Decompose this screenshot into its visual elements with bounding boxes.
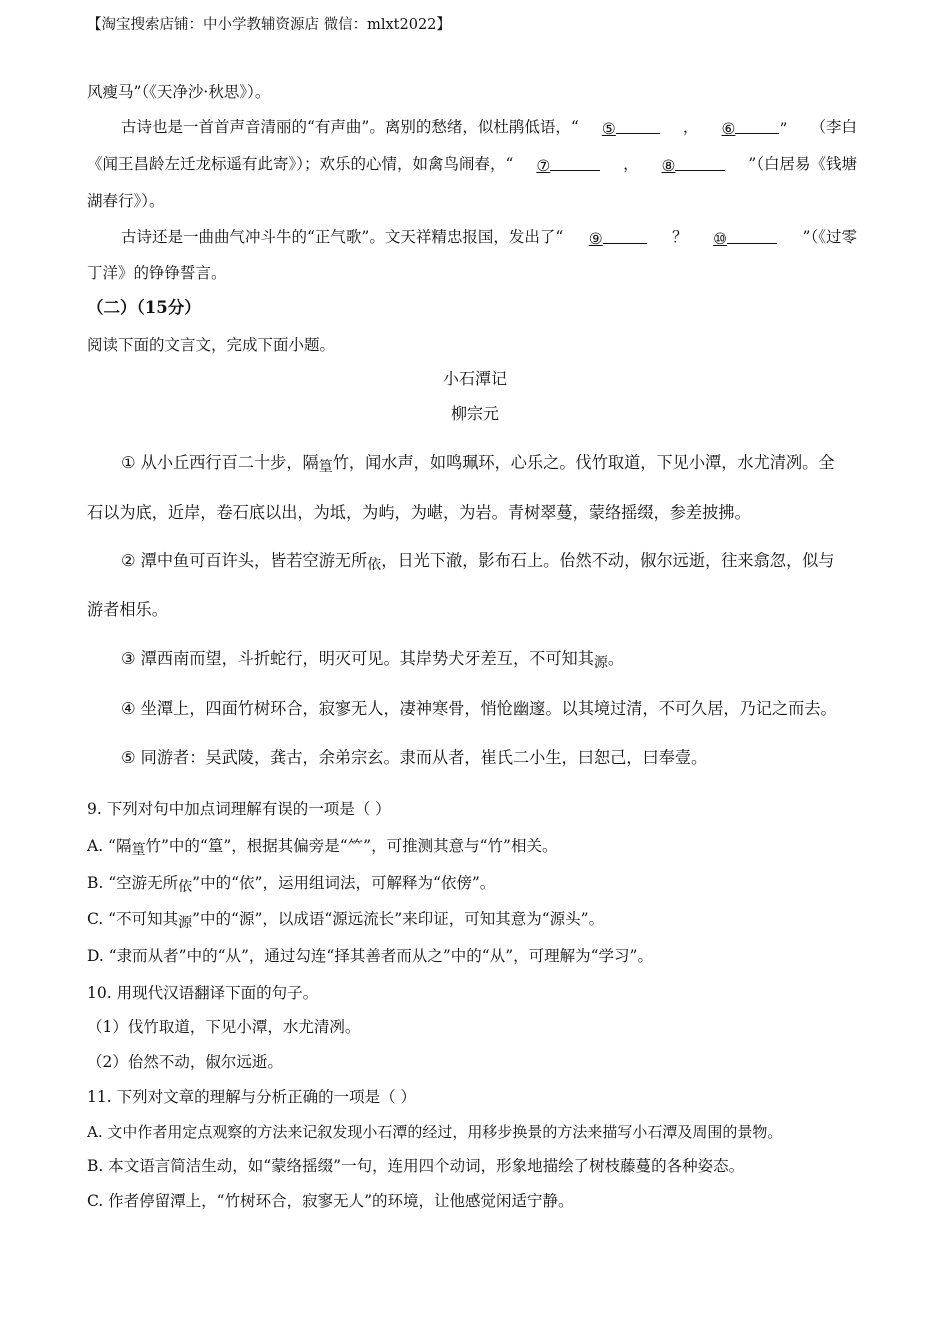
question-9-option-c: C. “不可知其源”中的“源”，以成语“源远流长”来印证，可知其意为“源头”。 <box>87 910 605 931</box>
question-10-item-2: （2）佁然不动，俶尔远逝。 <box>87 1053 283 1071</box>
passage-title: 小石潭记 <box>442 369 507 388</box>
question-10: 10. 用现代汉语翻译下面的句子。 <box>87 984 319 1002</box>
passage-author: 柳宗元 <box>450 404 499 423</box>
passage-para-1-line-2: 石以为底，近岸，卷石底以出，为坻，为屿，为嵁，为岩。青树翠蔓，蒙络摇缀，参差披拂。 <box>87 503 751 522</box>
blank-10: ⑩ <box>713 227 777 249</box>
section-heading: （二）（15分） <box>87 298 201 317</box>
question-9-option-b: B. “空游无所依”中的“依”，运用组词法，可解释为“依傍”。 <box>87 874 496 895</box>
question-10-item-1: （1）伐竹取道，下见小潭，水尤清冽。 <box>87 1018 361 1036</box>
question-11-option-b: B. 本文语言简洁生动，如“蒙络摇缀”一句，连用四个动词，形象地描绘了树枝藤蔓的各种姿态。 <box>87 1157 745 1175</box>
question-11-option-a: A. 文中作者用定点观察的方法来记叙发现小石潭的经过，用移步换景的方法来描写小石潭及周围的景物。 <box>87 1123 783 1141</box>
fill-line-6: 丁洋》的铮铮誓言。 <box>87 264 227 282</box>
passage-para-5: ⑤ 同游者：吴武陵，龚古，余弟宗玄。隶而从者，崔氏二小生，曰恕己，曰奉壹。 <box>121 748 708 767</box>
question-11: 11. 下列对文章的理解与分析正确的一项是（ ） <box>87 1088 417 1106</box>
passage-para-1-line-1: ① 从小丘西行百二十步，隔篁竹，闻水声，如鸣珮环，心乐之。伐竹取道，下见小潭，水尤清冽。全 <box>121 453 835 475</box>
blank-5: ⑤ <box>602 117 660 139</box>
section-instruction: 阅读下面的文言文，完成下面小题。 <box>87 336 336 354</box>
question-9-option-a: A. “隔篁竹”中的“篁”，根据其偏旁是“⺮”，可推测其意与“竹”相关。 <box>87 837 558 858</box>
blank-8: ⑧ <box>661 154 725 176</box>
fill-line-2: 古诗也是一首首声音清丽的“有声曲”。离别的愁绪，似杜鹃低语，“ ⑤ ， ⑥ ” （李白 <box>121 118 857 138</box>
fill-line-3: 《闻王昌龄左迁龙标遥有此寄》）；欢乐的心情，如禽鸟闹春，“ ⑦ ， ⑧ ”（白居易《钱塘 <box>87 155 857 175</box>
fill-line-4: 湖春行》）。 <box>87 192 165 210</box>
fill-line-5: 古诗还是一曲曲气冲斗牛的“正气歌”。文天祥精忠报国，发出了“ ⑨ ？ ⑩ ”（《过零 <box>121 228 857 248</box>
question-9-option-d: D. “隶而从者”中的“从”，通过勾连“择其善者而从之”中的“从”，可理解为“学习”。 <box>87 947 653 965</box>
passage-para-4: ④ 坐潭上，四面竹树环合，寂寥无人，凄神寒骨，悄怆幽邃。以其境过清，不可久居，乃记之而去。 <box>121 699 837 718</box>
fill-line-1: 风瘦马”（《天净沙·秋思》）。 <box>87 83 271 101</box>
blank-6: ⑥ ” <box>722 117 788 139</box>
question-11-option-c: C. 作者停留潭上，“竹树环合，寂寥无人”的环境，让他感觉闲适宁静。 <box>87 1192 574 1210</box>
passage-para-2-line-1: ② 潭中鱼可百许头，皆若空游无所依，日光下澈，影布石上。佁然不动，俶尔远逝，往来翕忽，似与 <box>121 551 835 573</box>
blank-9: ⑨ <box>589 227 647 249</box>
passage-para-3: ③ 潭西南而望，斗折蛇行，明灭可见。其岸势犬牙差互，不可知其源。 <box>121 649 625 671</box>
blank-7: ⑦ <box>536 154 600 176</box>
page-header: 【淘宝搜索店铺：中小学教辅资源店 微信：mlxt2022】 <box>87 17 451 33</box>
fill-line-2-text: 古诗也是一首首声音清丽的“有声曲”。离别的愁绪，似杜鹃低语，“ <box>121 118 579 136</box>
question-9: 9. 下列对句中加点词理解有误的一项是（ ） <box>87 800 391 818</box>
passage-para-2-line-2: 游者相乐。 <box>87 600 168 619</box>
